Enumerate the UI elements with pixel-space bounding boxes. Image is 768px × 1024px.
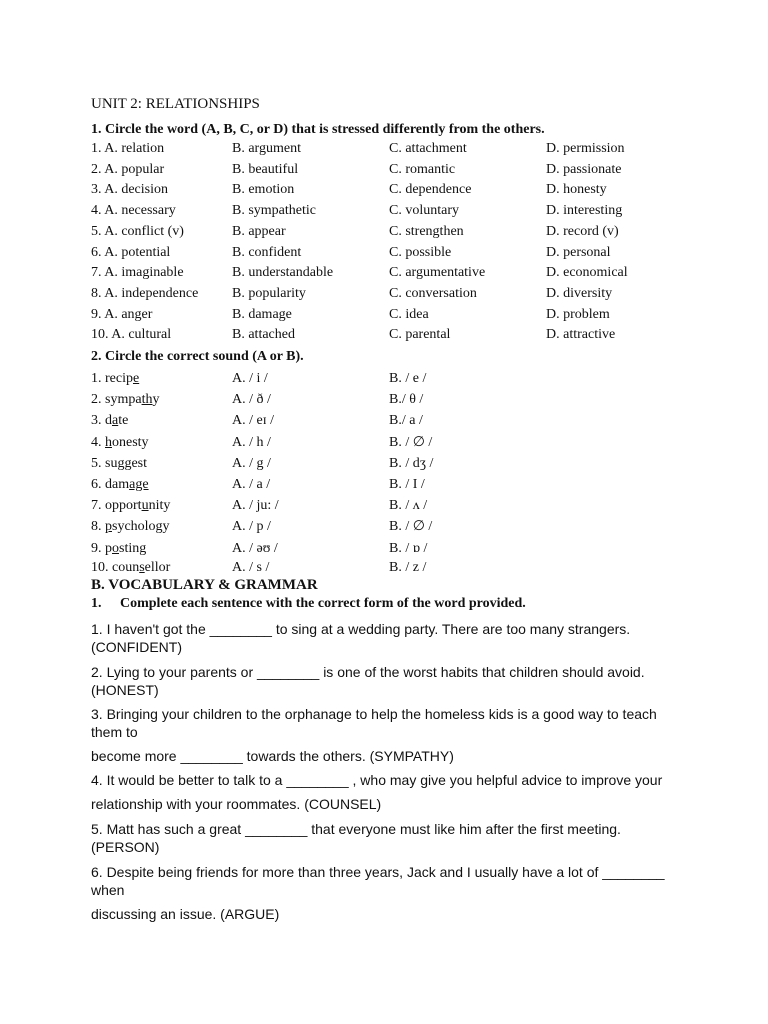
answer-option: C. possible	[389, 244, 452, 260]
stress-question-row	[91, 325, 711, 345]
word-prefix: 9. p	[91, 541, 112, 556]
stress-question-row	[91, 305, 711, 325]
answer-option: D. problem	[546, 306, 610, 322]
word	[91, 558, 170, 578]
stress-question-row	[91, 263, 711, 283]
word	[91, 454, 147, 474]
word	[91, 517, 170, 537]
sound-question-row	[91, 517, 711, 537]
exercise-line: 6. Despite being friends for more than three years, Jack and I usually have a lot of ________ when	[91, 864, 665, 898]
sound-question-row	[91, 539, 711, 559]
option-a: A. / eɪ /	[232, 413, 274, 428]
stress-question-row	[91, 139, 711, 159]
answer-option: B. attached	[232, 327, 295, 343]
option-a: A. / ju: /	[232, 498, 279, 513]
option-b: B. / z /	[389, 560, 427, 575]
option-a: A. / p /	[232, 519, 271, 534]
answer-option: D. passionate	[546, 161, 622, 177]
word-prefix: 10. coun	[91, 560, 140, 575]
option-a: A. / əʊ /	[232, 541, 278, 556]
answer-option: B. emotion	[232, 182, 295, 198]
answer-option: B. understandable	[232, 265, 334, 281]
unit-title: UNIT 2: RELATIONSHIPS	[91, 96, 260, 112]
answer-option: D. attractive	[546, 327, 616, 343]
answer-option: 1. A. relation	[91, 141, 165, 156]
option-b: B. / I /	[389, 477, 425, 492]
word-suffix: ellor	[144, 560, 171, 575]
option-b: B. / e /	[389, 371, 427, 386]
stress-question-row	[91, 222, 711, 242]
answer-option: 6. A. potential	[91, 244, 171, 260]
word	[91, 539, 146, 559]
answer-option: D. economical	[546, 265, 628, 281]
answer-option: D. diversity	[546, 285, 613, 301]
answer-option: C. idea	[389, 306, 429, 322]
exercise-line: 5. Matt has such a great ________ that everyone must like him after the first meeting. (PERSON)	[91, 821, 621, 855]
answer-option: C. argumentative	[389, 265, 486, 281]
word-prefix: 1. recip	[91, 371, 133, 386]
section-b-heading: B. VOCABULARY & GRAMMAR	[91, 577, 318, 593]
answer-option: 2. A. popular	[91, 161, 165, 177]
option-b: B. / dʒ /	[389, 456, 434, 471]
answer-option: B. beautiful	[232, 161, 299, 177]
section-b-subheading	[91, 596, 526, 612]
answer-option: 9. A. anger	[91, 306, 153, 322]
option-a: A. / s /	[232, 560, 270, 575]
underlined-letters: gg	[117, 456, 132, 471]
exercise-line: 4. It would be better to talk to a ________ , who may give you helpful advice to improve your	[91, 772, 663, 788]
exercise-line: relationship with your roommates. (COUNSEL)	[91, 796, 382, 812]
option-b: B./ a /	[389, 413, 423, 428]
answer-option: D. record (v)	[546, 223, 619, 239]
underlined-letters: th	[141, 392, 153, 407]
word-prefix: 5. su	[91, 456, 118, 471]
word-prefix: 6. dam	[91, 477, 130, 492]
option-a: A. / a /	[232, 477, 271, 492]
exercise-line: 1. I haven't got the ________ to sing at a wedding party. There are too many strangers. (CONFIDENT)	[91, 621, 631, 655]
word-suffix: est	[131, 456, 148, 471]
answer-option: C. dependence	[389, 182, 472, 198]
exercise-line: discussing an issue. (ARGUE)	[91, 906, 280, 922]
exercise-line: 3. Bringing your children to the orphanage to help the homeless kids is a good way to teach them to	[91, 706, 657, 740]
word-suffix: te	[118, 413, 129, 428]
sound-question-row	[91, 475, 711, 495]
underlined-letters: u	[141, 498, 149, 513]
sound-question-row	[91, 496, 711, 516]
answer-option: 4. A. necessary	[91, 203, 176, 219]
exercise-line: 2. Lying to your parents or ________ is one of the worst habits that children should avoid. (HONEST)	[91, 664, 645, 698]
option-b: B. / ∅ /	[389, 435, 433, 450]
word	[91, 369, 139, 389]
word-prefix: 8.	[91, 519, 105, 534]
word-suffix: sychology	[112, 519, 170, 534]
underlined-letters: a	[112, 413, 119, 428]
word	[91, 496, 170, 516]
word	[91, 411, 128, 431]
exercise-line: become more ________ towards the others. (SYMPATHY)	[91, 748, 454, 764]
answer-option: C. parental	[389, 327, 451, 343]
option-a: A. / h /	[232, 435, 271, 450]
option-a: A. / ð /	[232, 392, 271, 407]
answer-option: D. honesty	[546, 182, 607, 198]
answer-option: D. personal	[546, 244, 611, 260]
answer-option: 5. A. conflict (v)	[91, 223, 184, 239]
sound-question-row	[91, 411, 711, 431]
sound-question-row	[91, 433, 711, 453]
word-suffix: sting	[119, 541, 147, 556]
sound-question-row	[91, 558, 711, 578]
underlined-letters: e	[132, 371, 140, 386]
sound-question-row	[91, 454, 711, 474]
sub-number: 1.	[91, 596, 102, 611]
underlined-letters: o	[112, 541, 119, 556]
underlined-letters: p	[105, 519, 112, 534]
underlined-letters: age	[129, 477, 149, 492]
answer-option: 7. A. imaginable	[91, 265, 184, 281]
word	[91, 475, 149, 495]
word-prefix: 3. d	[91, 413, 112, 428]
word-suffix: nity	[148, 498, 171, 513]
underlined-letters: h	[105, 435, 112, 450]
word-prefix: 7. opport	[91, 498, 142, 513]
answer-option: C. strengthen	[389, 223, 464, 239]
answer-option: B. confident	[232, 244, 302, 260]
sound-question-row	[91, 390, 711, 410]
answer-option: C. voluntary	[389, 203, 459, 219]
answer-option: 8. A. independence	[91, 285, 199, 301]
option-a: A. / g /	[232, 456, 271, 471]
answer-option: D. interesting	[546, 203, 623, 219]
answer-option: B. argument	[232, 141, 301, 156]
stress-question-row	[91, 201, 711, 221]
option-b: B./ θ /	[389, 392, 424, 407]
sub-heading-text: Complete each sentence with the correct form of the word provided.	[120, 596, 526, 611]
word-prefix: 4.	[91, 435, 105, 450]
answer-option: B. popularity	[232, 285, 306, 301]
stress-question-row	[91, 160, 711, 180]
word-suffix: onesty	[112, 435, 149, 450]
word	[91, 390, 159, 410]
word-prefix: 2. sympa	[91, 392, 142, 407]
answer-option: C. conversation	[389, 285, 477, 301]
word-suffix: y	[152, 392, 160, 407]
answer-option: 3. A. decision	[91, 182, 168, 198]
option-b: B. / ɒ /	[389, 541, 428, 556]
word	[91, 433, 149, 453]
option-b: B. / ∅ /	[389, 519, 433, 534]
option-b: B. / ʌ /	[389, 498, 428, 513]
underlined-letters: s	[139, 560, 145, 575]
answer-option: B. sympathetic	[232, 203, 316, 219]
answer-option: 10. A. cultural	[91, 327, 172, 343]
section-2-heading: 2. Circle the correct sound (A or B).	[91, 349, 304, 364]
answer-option: B. damage	[232, 306, 292, 322]
section-1-heading: 1. Circle the word (A, B, C, or D) that is stressed differently from the others.	[91, 122, 545, 137]
stress-question-row	[91, 243, 711, 263]
answer-option: B. appear	[232, 223, 286, 239]
answer-option: D. permission	[546, 141, 625, 156]
stress-question-row	[91, 284, 711, 304]
sound-question-row	[91, 369, 711, 389]
option-a: A. / i /	[232, 371, 268, 386]
answer-option: C. attachment	[389, 141, 467, 156]
stress-question-row	[91, 180, 711, 200]
answer-option: C. romantic	[389, 161, 456, 177]
